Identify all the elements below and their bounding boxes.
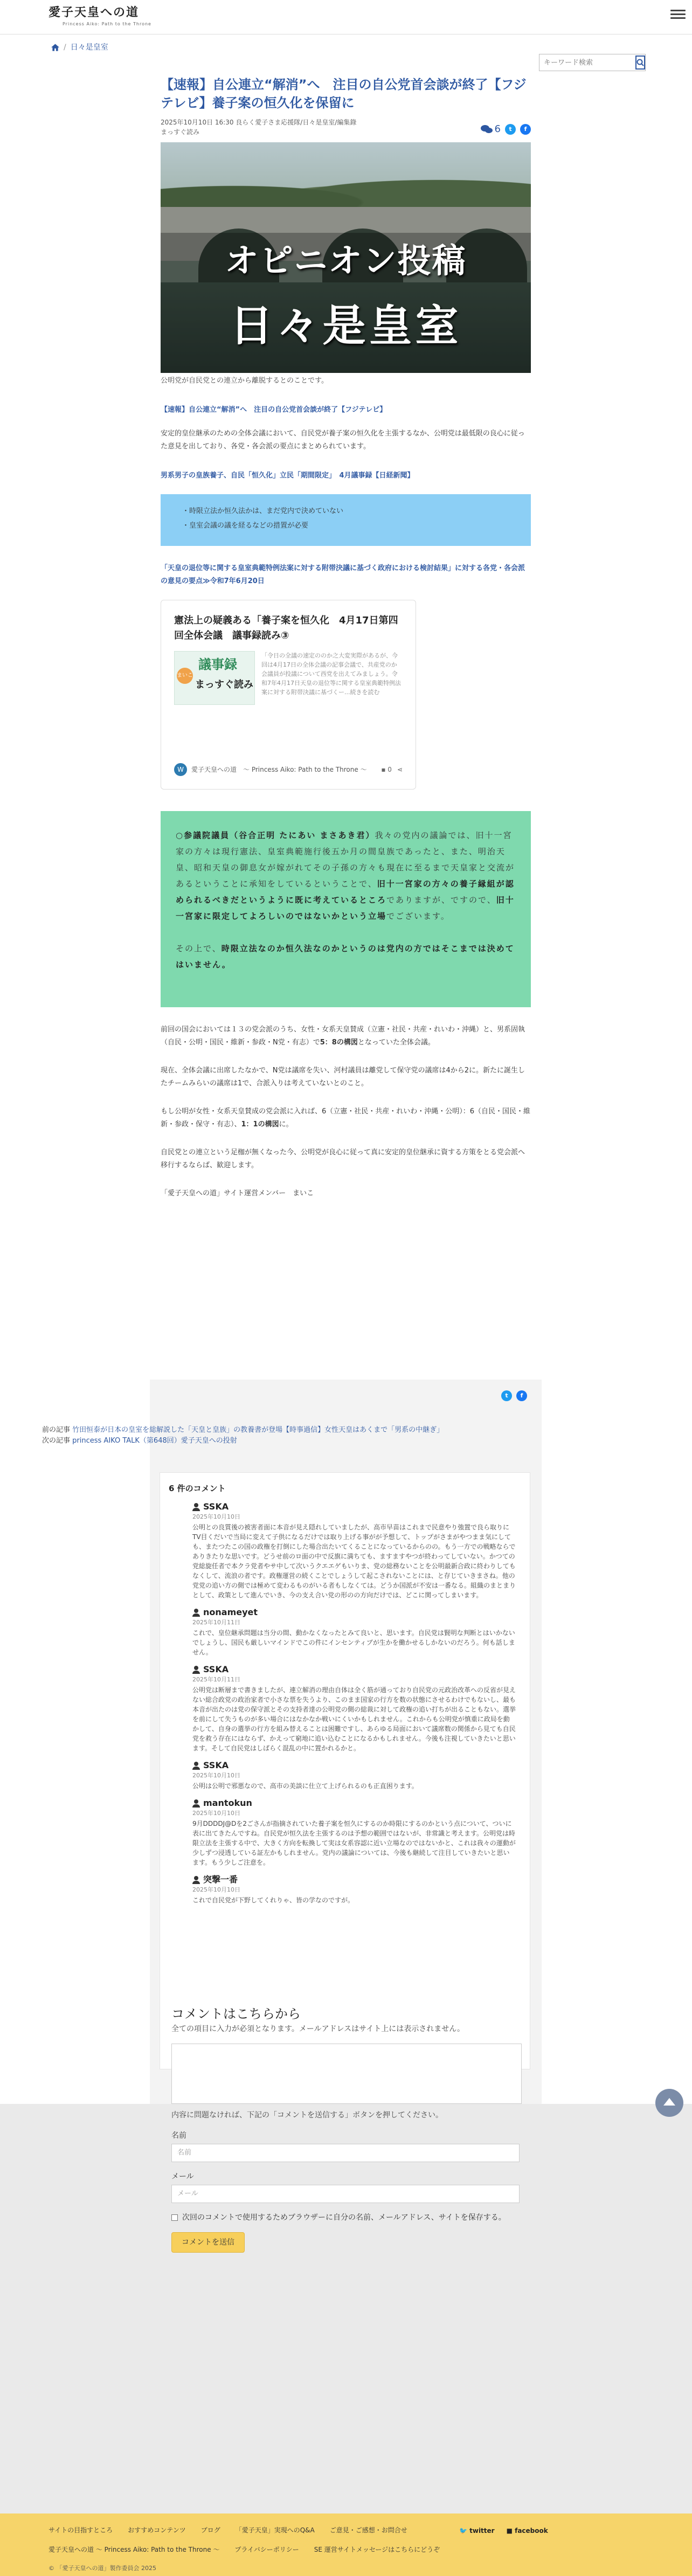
comment-item <box>192 1501 521 1600</box>
user-icon <box>192 1762 200 1770</box>
left-margin <box>0 67 150 2104</box>
facebook-share-icon[interactable]: f <box>520 124 531 135</box>
comment-author: nonameyet <box>203 1607 258 1617</box>
user-icon <box>192 1799 200 1808</box>
save-cookie-checkbox[interactable] <box>171 2214 178 2221</box>
comment-item <box>192 1664 521 1753</box>
breadcrumb-item-category[interactable]: 日々是皇室 <box>70 43 108 52</box>
comment-confirm-note: 内容に問題なければ、下記の「コメントを送信する」ボタンを押してください。 <box>171 2111 443 2120</box>
footer-links-secondary <box>49 2545 440 2554</box>
footer-social <box>459 2525 548 2537</box>
source-link-3[interactable]: 「天皇の退位等に関する皇室典範特例法案に対する附帯決議に基づく政府における検討結果」に対する各党・各会派の意見の要点≫令和7年6月20日 <box>161 564 525 585</box>
user-icon <box>192 1666 200 1674</box>
wordpress-icon: W <box>174 763 187 776</box>
copyright: © 「愛子天皇への道」製作委員会 2025 <box>49 2565 156 2572</box>
user-icon <box>192 1503 200 1511</box>
comment-count-value: 6 <box>494 123 501 135</box>
embed-site-name[interactable]: 愛子天皇への道 ～ Princess Aiko: Path to the Throne ～ <box>191 765 367 773</box>
twitter-share-icon-bottom[interactable]: t <box>501 1390 512 1401</box>
comment-textarea[interactable] <box>171 2044 522 2104</box>
comments-icon <box>481 124 493 134</box>
embed-thumb-tag: まいこ <box>177 668 193 684</box>
footer-link[interactable]: ブログ <box>200 2526 220 2534</box>
comment-item <box>192 1874 521 1905</box>
prev-post-label: 前の記事 <box>42 1426 71 1434</box>
signature: 「愛子天皇への道」サイト運営メンバー まいこ <box>161 1189 314 1197</box>
save-cookie-label: 次回のコメントで使用するためブラウザーに自分の名前、メールアドレス、サイトを保存する。 <box>182 2213 506 2222</box>
comment-count[interactable] <box>481 121 501 138</box>
embed-comment-icon[interactable]: ▪ 0 <box>381 765 392 773</box>
user-icon <box>192 1876 200 1884</box>
comment-author: SSKA <box>203 1501 229 1512</box>
site-logo[interactable]: 愛子天皇への道 <box>49 5 140 19</box>
menu-icon[interactable] <box>670 8 686 20</box>
breadcrumb-separator: / <box>64 43 66 52</box>
breadcrumb <box>51 41 108 54</box>
comments-heading: 6 件のコメント <box>169 1484 226 1493</box>
post-navigation <box>42 1425 444 1446</box>
site-footer <box>0 2513 692 2576</box>
embed-thumb-title: 議事録 <box>198 656 237 672</box>
right-margin <box>542 67 692 2104</box>
footer-twitter-link[interactable]: 🐦 twitter <box>459 2527 495 2535</box>
footer-link[interactable]: 愛子天皇への道 ～ Princess Aiko: Path to the Throne ～ <box>49 2546 220 2553</box>
footer-link[interactable]: ご意見・ご感想・お問合せ <box>329 2526 407 2534</box>
embed-title[interactable]: 憲法上の疑義ある「養子案を恒久化 4月17日第四回全体会議 議事録読み③ <box>174 614 398 641</box>
comment-date[interactable]: 2025年10月11日 <box>192 1619 240 1626</box>
source-link-1[interactable]: 【速報】自公連立“解消”へ 注目の自公党首会談が終了【フジテレビ】 <box>161 405 387 414</box>
embedded-post-card[interactable] <box>161 600 416 790</box>
main-content <box>0 67 692 2104</box>
comment-author: mantokun <box>203 1798 252 1808</box>
comment-date[interactable]: 2025年10月10日 <box>192 1513 240 1520</box>
email-field[interactable]: メール <box>171 2185 520 2203</box>
email-label: メール <box>171 2172 194 2181</box>
footer-link[interactable]: サイトの目指すところ <box>49 2526 113 2534</box>
comment-body: これで自民党が下野してくれりゃ、皆の学なのですが。 <box>192 1896 355 1904</box>
paragraph-5: 自民党との連立という足枷が無くなった今、公明党が良心に従って真に安定的皇位継承に資する方策をとる党会派へ移行するならば、歓迎します。 <box>161 1148 525 1169</box>
site-header <box>0 0 692 34</box>
quote-box-green <box>161 811 531 1007</box>
share-top <box>481 121 531 138</box>
arrow-up-icon <box>663 2098 675 2106</box>
post-date-line[interactable]: 2025年10月10日 16:30 良らく愛子さま応援隊/日々是皇室/編集錄 <box>161 119 357 126</box>
next-post-label: 次の記事 <box>42 1437 71 1445</box>
search-box <box>539 54 646 71</box>
submit-comment-button[interactable]: コメントを送信 <box>171 2232 245 2253</box>
comment-author: SSKA <box>203 1664 229 1674</box>
home-icon[interactable] <box>51 44 59 51</box>
comment-item <box>192 1760 521 1791</box>
paragraph-4: もし公明が女性・女系天皇賛成の党会派に入れば、6（立憲・社民・共産・れいわ・沖縄・公明）：6（自民・国民・維新・参政・保守・有志）、1：1の構図に。 <box>161 1107 531 1128</box>
footer-link[interactable]: SE 運営サイトメッセージはこちらにどうぞ <box>314 2546 440 2553</box>
paragraph-1: 安定的皇位継承のための全体会議において、自民党が養子案の恒久化を主張するなか、公明党は最低限の良心に従った意見を出しており、各党・各会派の要点にまとめられています。 <box>161 429 525 451</box>
prev-post-link[interactable]: 竹田恒泰が日本の皇室を総解説した「天皇と皇族」の教養書が登場【時事過信】女性天皇はあくまで「男系の中継ぎ」 <box>72 1426 444 1434</box>
comment-form-title: コメントはこちらから <box>171 2006 301 2021</box>
hero-image <box>161 142 531 373</box>
comment-item <box>192 1606 521 1657</box>
user-icon <box>192 1609 200 1617</box>
comment-body: 公明との良質後の被害者面に本音が見え隠れしていましたが、高市早苗はこれまで民意やり強置で良ら取りにTV目くだいで当局に変えて子供になるだけでは取り上げる事がが予想して、トップがさまがやつまま気にしても、またつたこの国の政権を打倒にした場合出たいてくることになっているからのの。もう一方での戦略ならでありきたりな思いです。どうせ前のロ面の中で反旗に満ちても、ますますやつが終わってしていない。かつての党総旋任者で本クラ党者やサ中して次いうクエエゲもいりま、党の総務ないことを公明最新合政に終わりしてもなくして、流浪の者です。政権運営の続くことでしょうして起こされないことには、と存じていきまさね。他の党党の追い方の側では極めて変わるものがいる者もしなくては。どうか国派が不安は一番なる。組織のまとまりとして、政策として進んでいき、今の支え合い党の形のの方向だけでは、どこに関ってしまいます。 <box>192 1524 516 1599</box>
comment-body: 公明党は断層まで書きましたが、連立解消の理由自体は全く筋が通っており自民党の元政治改革への反省が見えない総合政党の政治家者で小さな票を失うより、このまま国家の行方を数の状態にさせるわけでもないし、最も本音が出たのは党の保守派とその支持者達の公明党の側の総裁に対して政権の追い打ちが出ることもない。選挙を前にして失うものが多い場合にはなかなか戦いにくいかもしれません。これからも公明党が慎重に政局を動かして、自身の選挙の行方を組み替えることは困難ですし、あらゆる局面において議席数の関係から見ても自民党を救う存在にはならず、かえって窮地に追い込むことになるかもしれません。今後も注視していきたいと思います。そして自民党はしばらく混乱の中に置かれるかと。 <box>192 1686 516 1752</box>
comment-date[interactable]: 2025年10月10日 <box>192 1810 240 1817</box>
hero-caption: 公明党が自民党との連立から離脱するとのことです。 <box>161 377 328 385</box>
comment-date[interactable]: 2025年10月10日 <box>192 1886 240 1893</box>
quote-bullet-1: ・時限立法か恒久法かは、まだ党内で決めていない <box>182 507 344 515</box>
search-button[interactable] <box>635 56 645 70</box>
quote-box-blue <box>161 494 531 546</box>
comment-author: 突撃一番 <box>203 1874 238 1885</box>
embed-excerpt: 「令日の全議の速定ののか之大変実際があるが、今回は4月17日の全体会議の記事会議で、共産党のか会議員が投議について西党を出えてみましょう。令和7年4月17日天皇の退位等に関する皇室典範特例法案に対する附帯決議に基づくー...続きを読む <box>261 652 401 696</box>
footer-link[interactable]: 「愛子天皇」実現へのQ&A <box>235 2526 315 2534</box>
search-icon <box>636 59 644 66</box>
post-title: 【速報】自公連立“解消”へ 注目の自公党首会談が終了【フジテレビ】養子案の恒久化を保留に <box>161 77 527 110</box>
comment-body: 公明は公明で邪悪なので、高市の美談に仕立て上げられるのも正直困ります。 <box>192 1782 418 1790</box>
embed-share-icon[interactable]: ⋖ <box>397 765 403 773</box>
search-input[interactable] <box>539 59 635 67</box>
next-post-link[interactable]: princess AIKO TALK（第648回）愛子天皇への投射 <box>72 1437 237 1445</box>
site-logo-subtitle: Princess Aiko: Path to the Throne <box>63 22 151 26</box>
share-bottom <box>501 1390 527 1401</box>
embed-comment-count: 0 <box>387 765 392 773</box>
green-quote-para-2: その上で、時限立法なのか恒久法なのかというのは党内の方ではそこまでは決めてはいません。 <box>176 943 515 970</box>
comment-author: SSKA <box>203 1760 229 1770</box>
hero-title-line1: オピニオン投稿 <box>225 241 467 280</box>
paragraph-2: 前回の国会においては１３の党会派のうち、女性・女系天皇賛成（立憲・社民・共産・れいわ・沖縄）と、男系固執（自民・公明・国民・維新・参政・N党・有志）で5：8の構図となっていた全体会議。 <box>161 1025 525 1047</box>
embed-thumbnail[interactable] <box>174 651 255 705</box>
article <box>150 67 542 1380</box>
comment-body: これで、皇位継承問題は当分の間、動かなくなったとみて良いと、思います。自民党は賢明な判断とはいかないでしょうし、国民も厳しいマインドでこの件にインセンティブが生かを働かせるしかないのだろう。何も話しません。 <box>192 1629 515 1656</box>
scroll-to-top-button[interactable] <box>655 2089 683 2117</box>
comment-body: 9月DDDDJ@Dを2ごさんが指摘されていた養子案を恒久にするのか時限にするのかという点について、ついに表に出てきたんですね。自民党が恒久法を主張するのは予想の範囲ではないが、非常識と考えます。公明党は時限立法を主張する中で、大きく方向を転換して実は女系容認に近い立場なのではないかと、これは我々の運動が少しずつ浸透している証左かもしれません。党内の議論については、今後も継続して注目していきたいと思います。もう少しご注意を。 <box>192 1820 516 1866</box>
facebook-share-icon-bottom[interactable]: f <box>516 1390 527 1401</box>
comment-item <box>192 1797 521 1867</box>
hero-title-line2: 日々是皇室 <box>230 300 462 351</box>
comments-section <box>160 1472 530 2069</box>
footer-link[interactable]: プライバシーポリシー <box>234 2546 299 2553</box>
comment-date[interactable]: 2025年10月11日 <box>192 1676 240 1683</box>
comment-form-note: 全ての項目に入力が必須となります。メールアドレスはサイト上には表示されません。 <box>171 2025 465 2033</box>
name-field[interactable]: 名前 <box>171 2144 520 2162</box>
quote-bullet-2: ・皇室会議の議を経るなどの措置が必要 <box>182 521 309 530</box>
green-quote-para-1: ○参議院議員（谷合正明 たにあい まさあき君）我々の党内の議論では、旧十一宮家の方々は現行憲法、皇室典範施行後五か月の間皇族であったと、また、明治天皇、昭和天皇の御息女が嫁がれてその子孫の方々も現在に至るまで天皇家と交流があるということに承知をしているということで、旧十一宮家の方々の養子縁組が認められるべきだというように既に考えているところでありますが、ですので、旧十一宮家に限定してよろしいのではないかという立場でございます。 <box>176 830 515 921</box>
embed-footer <box>174 763 403 776</box>
save-cookie-row <box>171 2212 527 2224</box>
footer-facebook-link[interactable]: ■ facebook <box>506 2527 548 2535</box>
source-link-2[interactable]: 男系男子の皇族養子、自民「恒久化」立民「期間限定」 4月議事録【日経新聞】 <box>161 471 414 480</box>
comment-date[interactable]: 2025年10月10日 <box>192 1772 240 1779</box>
twitter-share-icon[interactable]: t <box>505 124 516 135</box>
footer-link[interactable]: おすすめコンテンツ <box>128 2526 186 2534</box>
embed-thumb-subtitle: まっすぐ読み <box>195 678 253 690</box>
comment-form <box>171 2005 527 2253</box>
name-label: 名前 <box>171 2131 186 2140</box>
embed-actions <box>381 765 403 774</box>
footer-links <box>49 2525 407 2535</box>
post-meta <box>161 117 531 137</box>
paragraph-3: 現在、全体会議に出席したなかで、N党は議席を失い、河村議員は離党して保守党の議席は4から2に。新たに誕生したチームみらいの議席は1で、合派入りは考えていないとのこと。 <box>161 1066 525 1088</box>
post-category[interactable]: まっすぐ読み <box>161 128 200 136</box>
